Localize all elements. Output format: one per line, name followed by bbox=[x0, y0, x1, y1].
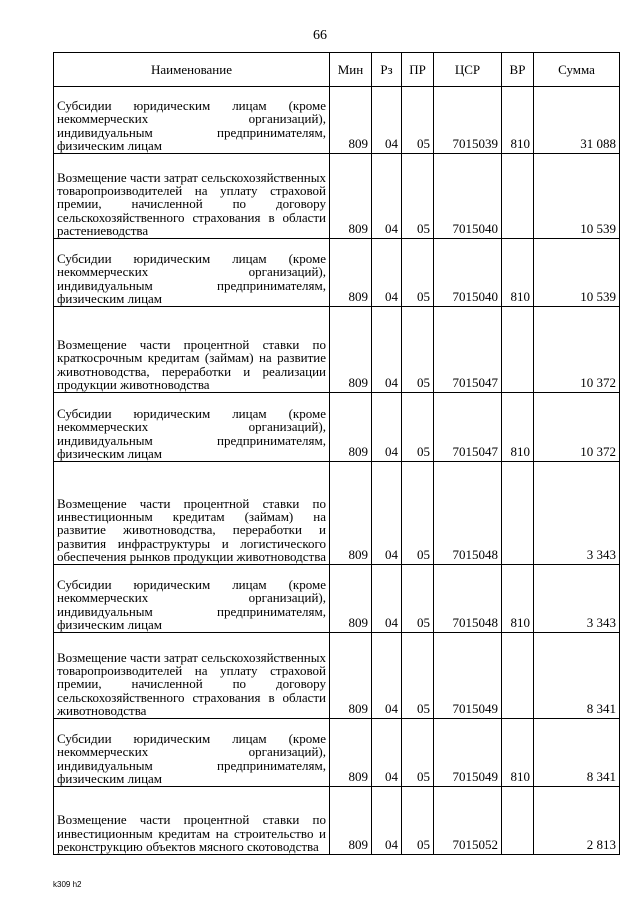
row-rz: 04 bbox=[372, 565, 402, 633]
row-sum: 3 343 bbox=[534, 565, 620, 633]
header-vr: ВР bbox=[502, 53, 534, 87]
row-sum: 8 341 bbox=[534, 633, 620, 719]
header-min: Мин bbox=[330, 53, 372, 87]
row-name: Субсидии юридическим лицам (кроме некоммерческих организаций), индивидуальным предпринимателям, физическим лицам bbox=[54, 719, 330, 787]
table-row bbox=[54, 719, 620, 787]
row-vr bbox=[502, 462, 534, 565]
row-rz: 04 bbox=[372, 393, 402, 462]
row-pr: 05 bbox=[402, 239, 434, 307]
row-vr bbox=[502, 307, 534, 393]
table-row bbox=[54, 565, 620, 633]
budget-table bbox=[53, 52, 620, 855]
row-min: 809 bbox=[330, 307, 372, 393]
row-min: 809 bbox=[330, 462, 372, 565]
row-vr: 810 bbox=[502, 719, 534, 787]
table-row bbox=[54, 87, 620, 154]
row-vr bbox=[502, 154, 534, 239]
row-sum: 10 539 bbox=[534, 154, 620, 239]
row-min: 809 bbox=[330, 87, 372, 154]
row-vr bbox=[502, 633, 534, 719]
row-min: 809 bbox=[330, 154, 372, 239]
row-sum: 10 539 bbox=[534, 239, 620, 307]
row-sum: 10 372 bbox=[534, 307, 620, 393]
row-csr: 7015039 bbox=[434, 87, 502, 154]
row-name: Субсидии юридическим лицам (кроме некоммерческих организаций), индивидуальным предпринимателям, физическим лицам bbox=[54, 87, 330, 154]
row-name: Возмещение части затрат сельскохозяйственных товаропроизводителей на уплату страховой премии, начисленной по договору сельскохозяйственного страхования в области растениеводства bbox=[54, 154, 330, 239]
row-vr: 810 bbox=[502, 239, 534, 307]
row-csr: 7015048 bbox=[434, 462, 502, 565]
row-name: Возмещение части процентной ставки по краткосрочным кредитам (займам) на развитие животноводства, переработки и реализации продукции животноводства bbox=[54, 307, 330, 393]
row-pr: 05 bbox=[402, 87, 434, 154]
table-row bbox=[54, 787, 620, 855]
row-sum: 31 088 bbox=[534, 87, 620, 154]
table-row bbox=[54, 307, 620, 393]
row-csr: 7015048 bbox=[434, 565, 502, 633]
row-pr: 05 bbox=[402, 633, 434, 719]
row-min: 809 bbox=[330, 239, 372, 307]
row-pr: 05 bbox=[402, 565, 434, 633]
header-pr: ПР bbox=[402, 53, 434, 87]
row-rz: 04 bbox=[372, 87, 402, 154]
row-name: Субсидии юридическим лицам (кроме некоммерческих организаций), индивидуальным предпринимателям, физическим лицам bbox=[54, 239, 330, 307]
row-vr bbox=[502, 787, 534, 855]
table-header-row bbox=[54, 53, 620, 87]
table-row bbox=[54, 393, 620, 462]
row-rz: 04 bbox=[372, 154, 402, 239]
row-rz: 04 bbox=[372, 462, 402, 565]
row-pr: 05 bbox=[402, 719, 434, 787]
row-csr: 7015040 bbox=[434, 154, 502, 239]
row-min: 809 bbox=[330, 633, 372, 719]
row-name: Возмещение части процентной ставки по инвестиционным кредитам на строительство и реконструкцию объектов мясного скотоводства bbox=[54, 787, 330, 855]
row-min: 809 bbox=[330, 565, 372, 633]
row-pr: 05 bbox=[402, 462, 434, 565]
row-pr: 05 bbox=[402, 154, 434, 239]
row-min: 809 bbox=[330, 393, 372, 462]
page-number: 66 bbox=[313, 28, 327, 43]
row-vr: 810 bbox=[502, 565, 534, 633]
row-pr: 05 bbox=[402, 787, 434, 855]
row-csr: 7015049 bbox=[434, 633, 502, 719]
row-name: Субсидии юридическим лицам (кроме некоммерческих организаций), индивидуальным предпринимателям, физическим лицам bbox=[54, 565, 330, 633]
row-name: Субсидии юридическим лицам (кроме некоммерческих организаций), индивидуальным предпринимателям, физическим лицам bbox=[54, 393, 330, 462]
table-row bbox=[54, 239, 620, 307]
row-csr: 7015047 bbox=[434, 307, 502, 393]
row-vr: 810 bbox=[502, 393, 534, 462]
header-sum: Сумма bbox=[534, 53, 620, 87]
footer-code: k309 h2 bbox=[53, 880, 82, 889]
row-csr: 7015052 bbox=[434, 787, 502, 855]
row-rz: 04 bbox=[372, 719, 402, 787]
row-rz: 04 bbox=[372, 239, 402, 307]
row-rz: 04 bbox=[372, 307, 402, 393]
row-pr: 05 bbox=[402, 307, 434, 393]
row-rz: 04 bbox=[372, 633, 402, 719]
row-vr: 810 bbox=[502, 87, 534, 154]
row-sum: 2 813 bbox=[534, 787, 620, 855]
row-name: Возмещение части затрат сельскохозяйственных товаропроизводителей на уплату страховой премии, начисленной по договору сельскохозяйственного страхования в области животноводства bbox=[54, 633, 330, 719]
table-row bbox=[54, 154, 620, 239]
header-csr: ЦСР bbox=[434, 53, 502, 87]
row-min: 809 bbox=[330, 787, 372, 855]
header-rz: Рз bbox=[372, 53, 402, 87]
row-csr: 7015049 bbox=[434, 719, 502, 787]
table-row bbox=[54, 633, 620, 719]
table-row bbox=[54, 462, 620, 565]
row-rz: 04 bbox=[372, 787, 402, 855]
row-sum: 8 341 bbox=[534, 719, 620, 787]
row-min: 809 bbox=[330, 719, 372, 787]
row-sum: 10 372 bbox=[534, 393, 620, 462]
row-sum: 3 343 bbox=[534, 462, 620, 565]
row-name: Возмещение части процентной ставки по инвестиционным кредитам (займам) на развитие животноводства, переработки и развития инфраструктуры и логистического обеспечения рынков продукции животноводства bbox=[54, 462, 330, 565]
row-pr: 05 bbox=[402, 393, 434, 462]
header-name: Наименование bbox=[54, 53, 330, 87]
row-csr: 7015040 bbox=[434, 239, 502, 307]
row-csr: 7015047 bbox=[434, 393, 502, 462]
